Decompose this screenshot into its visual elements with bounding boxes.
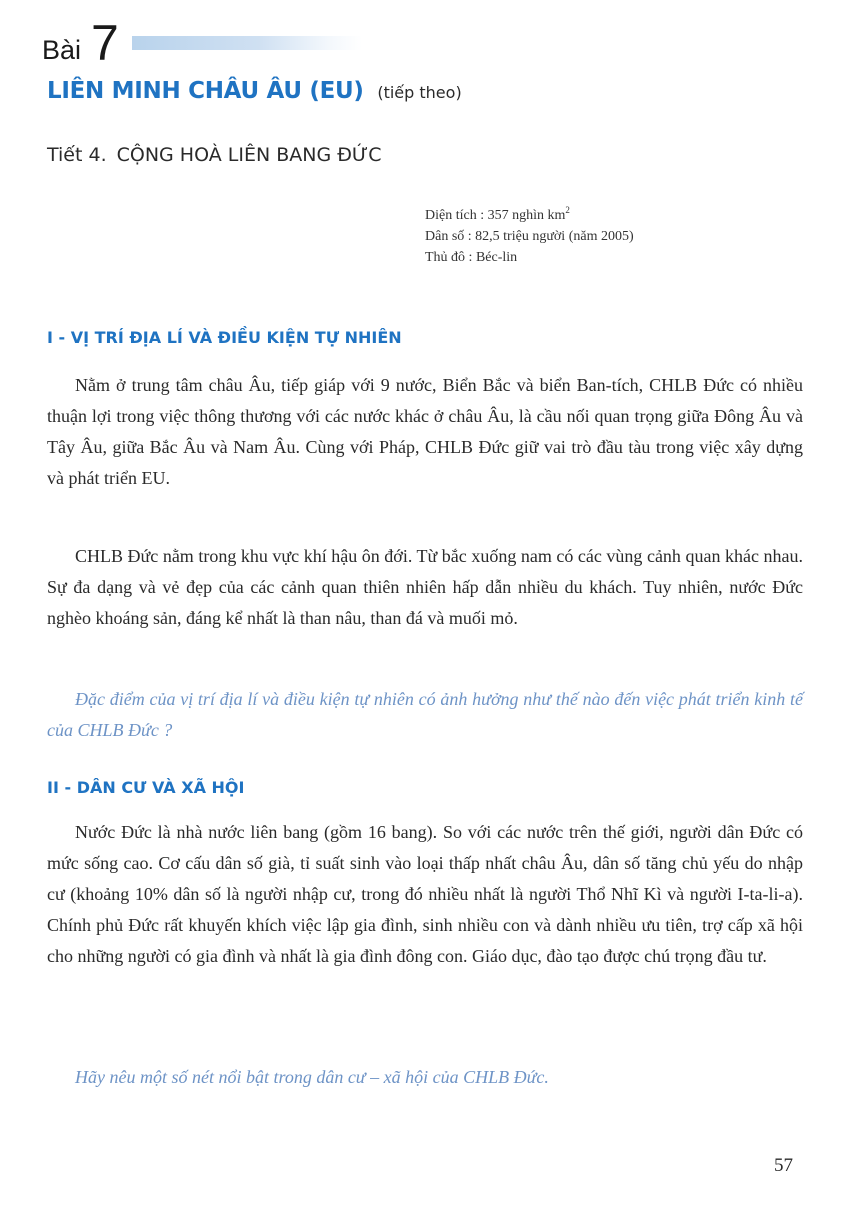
paragraph-location: Nằm ở trung tâm châu Âu, tiếp giáp với 9 nước, Biển Bắc và biển Ban-tích, CHLB Đức có nhiều thuận lợi trong việc thông thương với các nước khác ở châu Âu, là cầu nối quan trọng giữa Đông Âu và Tây Âu, giữa Bắc Âu và Nam Âu. Cùng với Pháp, CHLB Đức giữ vai trò đầu tàu trong việc xây dựng và phát triển EU. [47,375,803,488]
fact-population: Dân số : 82,5 triệu người (năm 2005) [425,229,634,244]
fact-area-text: Diện tích : 357 nghìn km [425,208,566,223]
section-heading-population: II - DÂN CƯ VÀ XÃ HỘI [47,778,245,797]
paragraph-nature: CHLB Đức nằm trong khu vực khí hậu ôn đới. Từ bắc xuống nam có các vùng cảnh quan khác nhau. Sự đa dạng và vẻ đẹp của các cảnh quan thiên nhiên hấp dẫn nhiều du khách. Tuy nhiên, nước Đức nghèo khoáng sản, đáng kể nhất là than nâu, than đá và muối mỏ. [47,546,803,628]
question-population: Hãy nêu một số nét nổi bật trong dân cư – xã hội của CHLB Đức. [75,1067,549,1087]
page-number: 57 [774,1155,793,1176]
lesson-header-band [132,36,362,50]
lesson-number: 7 [91,15,119,71]
chapter-title [47,78,462,104]
lesson-header [42,8,119,71]
chapter-subtitle: (tiếp theo) [377,83,462,102]
chapter-title-text: LIÊN MINH CHÂU ÂU (EU) [47,78,364,104]
paragraph-population: Nước Đức là nhà nước liên bang (gồm 16 bang). So với các nước trên thế giới, người dân Đức có mức sống cao. Cơ cấu dân số già, tỉ suất sinh vào loại thấp nhất châu Âu, dân số tăng chủ yếu do nhập cư (khoảng 10% dân số là người nhập cư, trong đó nhiều nhất là người Thổ Nhĩ Kì và người I-ta-li-a). Chính phủ Đức rất khuyến khích việc lập gia đình, sinh nhiều con và dành nhiều ưu tiên, trợ cấp xã hội cho những người có gia đình và nhất là gia đình đông con. Giáo dục, đào tạo được chú trọng đầu tư. [47,822,803,966]
lesson-word: Bài [42,35,82,65]
period-title [47,144,382,166]
fact-capital: Thủ đô : Béc-lin [425,250,518,265]
period-title-text: CỘNG HOÀ LIÊN BANG ĐỨC [116,144,382,166]
fact-area-sup: 2 [565,205,570,215]
section-heading-geography: I - VỊ TRÍ ĐỊA LÍ VÀ ĐIỀU KIỆN TỰ NHIÊN [47,328,402,347]
question-geography: Đặc điểm của vị trí địa lí và điều kiện tự nhiên có ảnh hưởng như thế nào đến việc phát triển kinh tế của CHLB Đức ? [47,689,803,740]
fact-area [425,200,634,226]
period-label: Tiết 4. [47,144,107,166]
country-facts [425,200,634,268]
